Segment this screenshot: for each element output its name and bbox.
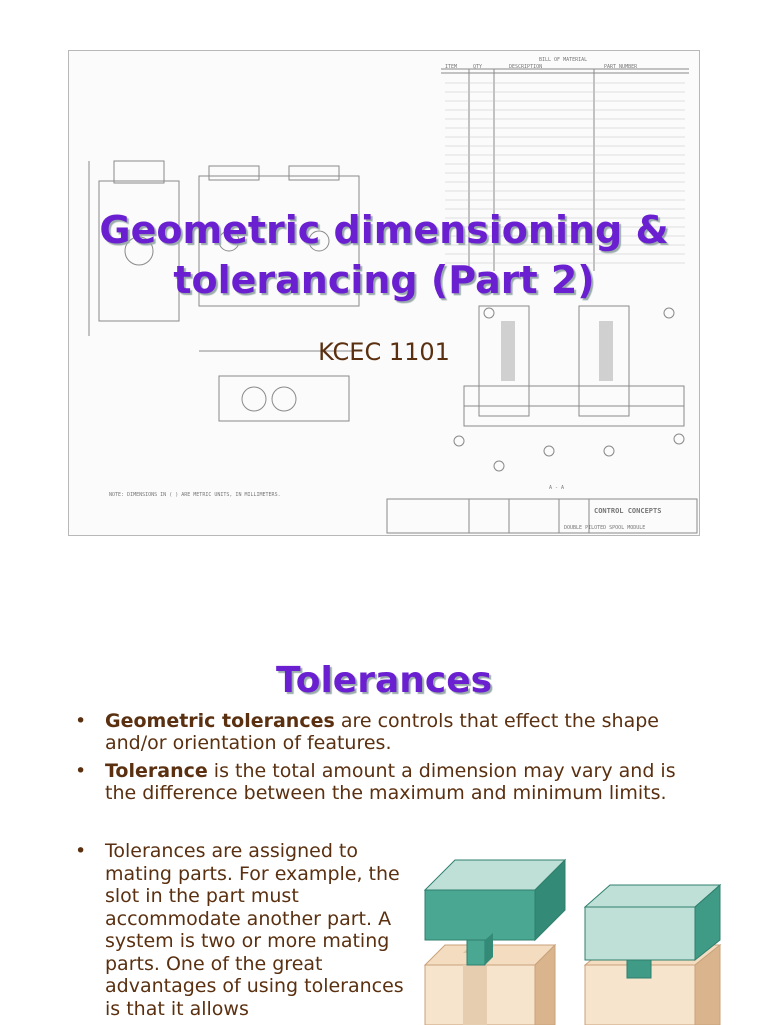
title-block-name: DOUBLE PILOTED SPOOL MODULE bbox=[564, 525, 646, 531]
bom-header: BILL OF MATERIAL bbox=[539, 57, 588, 63]
bullet-item bbox=[75, 760, 695, 804]
slide-heading: Tolerances bbox=[275, 660, 493, 701]
bullet-item-mating: • Tolerances are assigned to mating parts. For example, the slot in the part must accommodate another part. A system is two or more mating parts. One of the great advantages of using tolerances is that it allows bbox=[75, 840, 405, 1020]
bullet-item bbox=[75, 710, 695, 754]
bom-col-item: ITEM bbox=[445, 64, 458, 70]
slide-title bbox=[0, 205, 768, 305]
drawing-note: NOTE: DIMENSIONS IN ( ) ARE METRIC UNITS, IN MILLIMETERS. bbox=[109, 492, 281, 498]
bullet-text: are controls that effect the shape and/or orientation of features. bbox=[105, 710, 659, 754]
course-code: KCEC 1101 bbox=[318, 338, 450, 366]
mating-parts-illustration bbox=[415, 845, 735, 1025]
bullet-list bbox=[75, 710, 695, 810]
bullet-list-mating bbox=[75, 840, 405, 1020]
slide-title-line1: Geometric dimensioning & bbox=[99, 208, 669, 252]
section-label: A - A bbox=[549, 485, 565, 491]
bom-col-part: PART NUMBER bbox=[604, 64, 638, 70]
company-name: CONTROL CONCEPTS bbox=[594, 507, 662, 515]
bullet-term: Tolerance bbox=[105, 760, 208, 782]
bullet-text: is the total amount a dimension may vary and is the difference between the maximum and minimum limits. bbox=[105, 760, 676, 804]
slide-title-line2: tolerancing (Part 2) bbox=[173, 258, 595, 302]
tolerances-slide bbox=[0, 560, 768, 1024]
bullet-term: Geometric tolerances bbox=[105, 710, 335, 732]
bom-col-qty: QTY bbox=[473, 64, 483, 70]
bom-col-desc: DESCRIPTION bbox=[509, 64, 543, 70]
